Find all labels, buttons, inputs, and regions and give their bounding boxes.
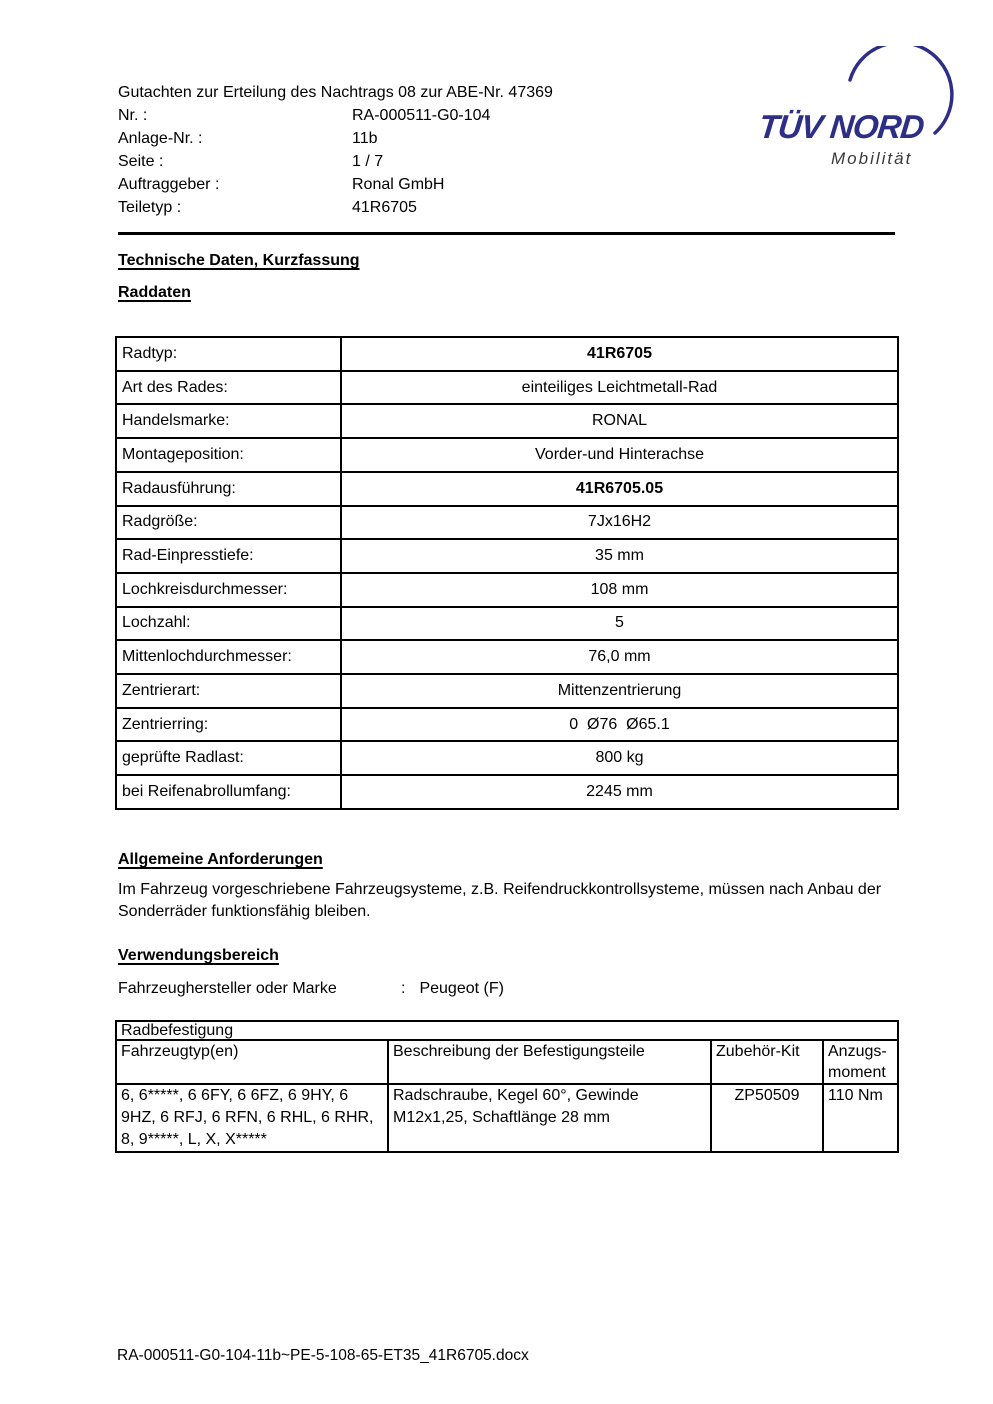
cell-zubehoer-kit: ZP50509 [711, 1084, 823, 1152]
raddaten-value-cell: 41R6705 [341, 337, 898, 371]
header-field-auftraggeber [118, 173, 553, 196]
raddaten-label-cell: Mittenlochdurchmesser: [116, 640, 341, 674]
radbefestigung-row [116, 1084, 898, 1152]
raddaten-row [116, 640, 898, 674]
raddaten-value-cell: 2245 mm [341, 775, 898, 809]
header-field-teiletyp [118, 196, 553, 219]
cell-fahrzeugtyp: 6, 6*****, 6 6FY, 6 6FZ, 6 9HY, 6 9HZ, 6 RFJ, 6 RFN, 6 RHL, 6 RHR, 8, 9*****, L, X, X***** [116, 1084, 388, 1152]
raddaten-label-cell: Radausführung: [116, 472, 341, 506]
raddaten-label-cell: Zentrierart: [116, 674, 341, 708]
logo-brand-text: TÜV NORD [757, 108, 926, 145]
cell-beschreibung: Radschraube, Kegel 60°, Gewinde M12x1,25, Schaftlänge 28 mm [388, 1084, 711, 1152]
header-divider-rule [118, 232, 895, 235]
raddaten-row [116, 573, 898, 607]
section-title-verwendungsbereich: Verwendungsbereich [118, 947, 279, 964]
raddaten-row [116, 438, 898, 472]
field-value: RA-000511-G0-104 [352, 107, 491, 124]
raddaten-row [116, 775, 898, 809]
field-value: 11b [352, 130, 378, 147]
header-field-nr [118, 104, 553, 127]
field-value: 41R6705 [352, 199, 417, 216]
field-label: Teiletyp : [118, 199, 182, 216]
section-title-raddaten: Raddaten [118, 284, 191, 301]
raddaten-value-cell: 0 Ø76 Ø65.1 [341, 708, 898, 742]
allgemeine-anforderungen-text: Im Fahrzeug vorgeschriebene Fahrzeugsysteme, z.B. Reifendruckkontrollsysteme, müssen nach Anbau der Sonderräder funktionsfähig bleiben. [118, 881, 882, 920]
header-field-anlage [118, 127, 553, 150]
section-title-allgemeine-anforderungen: Allgemeine Anforderungen [118, 851, 323, 868]
raddaten-label-cell: Radtyp: [116, 337, 341, 371]
col-header-fahrzeugtyp: Fahrzeugtyp(en) [116, 1040, 388, 1084]
raddaten-label-cell: Handelsmarke: [116, 404, 341, 438]
raddaten-row [116, 404, 898, 438]
raddaten-value-cell: 76,0 mm [341, 640, 898, 674]
header-block [118, 81, 553, 219]
raddaten-value-cell: Vorder-und Hinterachse [341, 438, 898, 472]
raddaten-row [116, 539, 898, 573]
raddaten-label-cell: Art des Rades: [116, 371, 341, 405]
raddaten-label-cell: bei Reifenabrollumfang: [116, 775, 341, 809]
field-label: Seite : [118, 153, 164, 170]
fahrzeughersteller-value: Peugeot (F) [419, 980, 504, 997]
col-header-beschreibung: Beschreibung der Befestigungsteile [388, 1040, 711, 1084]
field-label: Anlage-Nr. : [118, 130, 203, 147]
raddaten-row [116, 607, 898, 641]
raddaten-label-cell: Montageposition: [116, 438, 341, 472]
logo-subtitle-text: Mobilität [831, 149, 913, 168]
col-header-anzugsmoment: Anzugs-moment [823, 1040, 898, 1084]
fahrzeughersteller-colon: : [401, 980, 406, 997]
raddaten-label-cell: Rad-Einpresstiefe: [116, 539, 341, 573]
footer-filename: RA-000511-G0-104-11b~PE-5-108-65-ET35_41R6705.docx [117, 1347, 529, 1364]
col-header-zubehoer-kit: Zubehör-Kit [711, 1040, 823, 1084]
raddaten-row [116, 674, 898, 708]
raddaten-row [116, 506, 898, 540]
raddaten-value-cell: 5 [341, 607, 898, 641]
raddaten-row [116, 708, 898, 742]
raddaten-value-cell: 800 kg [341, 741, 898, 775]
raddaten-row [116, 472, 898, 506]
raddaten-label-cell: Lochkreisdurchmesser: [116, 573, 341, 607]
raddaten-table [115, 336, 899, 810]
radbefestigung-table [115, 1020, 899, 1153]
raddaten-value-cell: einteiliges Leichtmetall-Rad [341, 371, 898, 405]
field-label: Nr. : [118, 107, 148, 124]
raddaten-row [116, 337, 898, 371]
raddaten-value-cell: 108 mm [341, 573, 898, 607]
raddaten-value-cell: 35 mm [341, 539, 898, 573]
tuev-nord-logo [735, 46, 970, 176]
raddaten-value-cell: 7Jx16H2 [341, 506, 898, 540]
raddaten-value-cell: RONAL [341, 404, 898, 438]
raddaten-row [116, 741, 898, 775]
raddaten-label-cell: Radgröße: [116, 506, 341, 540]
raddaten-label-cell: geprüfte Radlast: [116, 741, 341, 775]
raddaten-value-cell: 41R6705.05 [341, 472, 898, 506]
fahrzeughersteller-line [118, 980, 504, 998]
raddaten-label-cell: Lochzahl: [116, 607, 341, 641]
radbefestigung-caption: Radbefestigung [116, 1021, 898, 1040]
section-title-technische-daten: Technische Daten, Kurzfassung [118, 252, 360, 269]
document-title: Gutachten zur Erteilung des Nachtrags 08 zur ABE-Nr. 47369 [118, 84, 553, 101]
raddaten-row [116, 371, 898, 405]
cell-anzugsmoment: 110 Nm [823, 1084, 898, 1152]
field-label: Auftraggeber : [118, 176, 220, 193]
field-value: 1 / 7 [352, 153, 384, 170]
raddaten-label-cell: Zentrierring: [116, 708, 341, 742]
header-field-seite [118, 150, 553, 173]
field-value: Ronal GmbH [352, 176, 445, 193]
fahrzeughersteller-label: Fahrzeughersteller oder Marke [118, 980, 337, 997]
raddaten-value-cell: Mittenzentrierung [341, 674, 898, 708]
